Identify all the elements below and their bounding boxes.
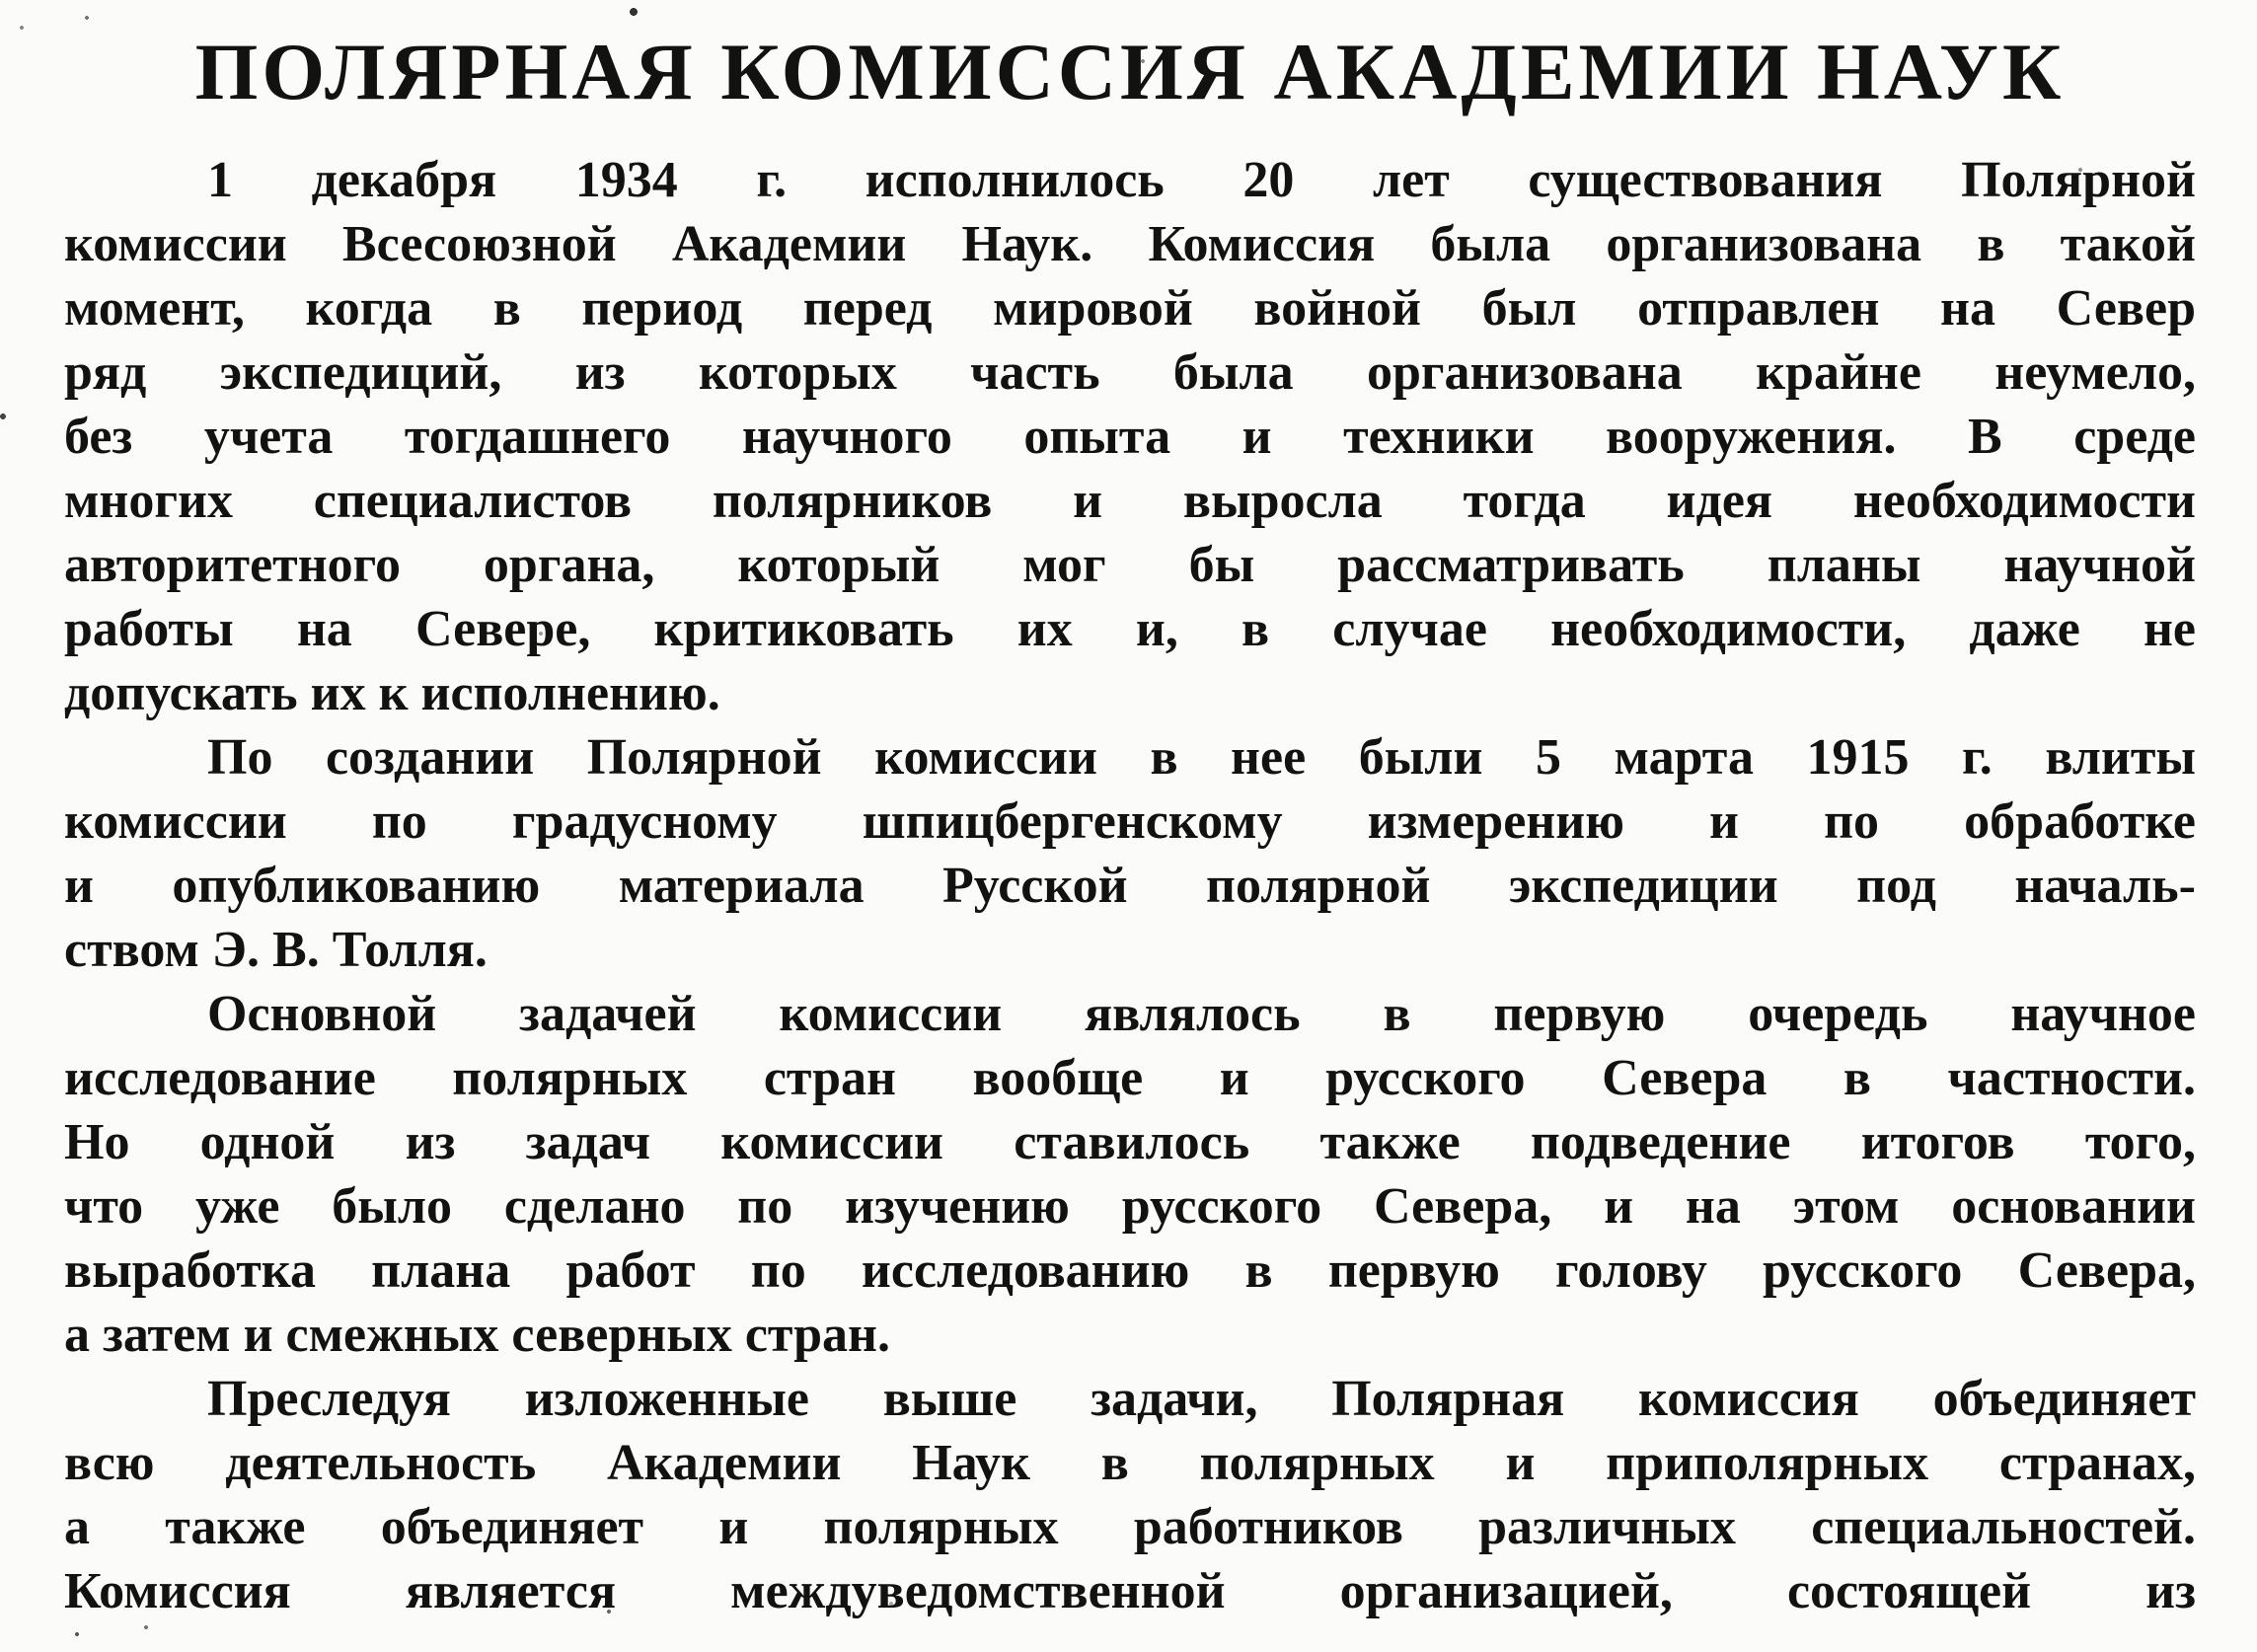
text-line: авторитетного органа, который мог бы рассматривать планы научной [64,537,2196,593]
text-line: Основной задачей комиссии являлось в первую очередь научное [207,986,2196,1042]
text-line: По создании Полярной комиссии в нее были 5 марта 1915 г. влиты [207,729,2196,786]
text-line: работы на Севере, критиковать их и, в случае необходимости, даже не [64,601,2196,657]
text-line: допускать их к исполнению. [64,665,720,721]
text-line: а затем и смежных северных стран. [64,1307,890,1363]
text-line: ством Э. В. Толля. [64,922,488,978]
text-line: Преследуя изложенные выше задачи, Полярная комиссия объединяет [207,1371,2196,1427]
text-line: и опубликованию материала Русской полярной экспедиции под началь- [64,858,2196,914]
article-body [64,148,2196,1623]
text-line: момент, когда в период перед мировой войной был отправлен на Север [64,280,2196,337]
text-line: Но одной из задач комиссии ставилось также подведение итогов того, [64,1114,2196,1170]
text-line: без учета тогдашнего научного опыта и техники вооружения. В среде [64,409,2196,465]
paragraph [64,1367,2196,1623]
paragraph [64,148,2196,725]
text-line: ряд экспедиций, из которых часть была организована крайне неумело, [64,344,2196,401]
text-line: Комиссия является междуведомственной организацией, состоящей из [64,1563,2196,1619]
text-line: выработка плана работ по исследованию в первую голову русского Севера, [64,1242,2196,1299]
text-line: а также объединяет и полярных работников различных специальностей. [64,1499,2196,1555]
text-line: исследование полярных стран вообще и русского Севера в частности. [64,1050,2196,1106]
text-line: комиссии Всесоюзной Академии Наук. Комиссия была организована в такой [64,216,2196,272]
paragraph [64,725,2196,982]
text-line: что уже было сделано по изучению русского Севера, и на этом основании [64,1178,2196,1235]
paragraph [64,982,2196,1367]
text-line: всю деятельность Академии Наук в полярных и приполярных странах, [64,1435,2196,1491]
text-line: комиссии по градусному шпицбергенскому измерению и по обработке [64,793,2196,850]
text-line: многих специалистов полярников и выросла тогда идея необходимости [64,473,2196,529]
text-line: 1 декабря 1934 г. исполнилось 20 лет существования Полярной [207,152,2196,208]
page-title: ПОЛЯРНАЯ КОМИССИЯ АКАДЕМИИ НАУК [194,27,2066,116]
